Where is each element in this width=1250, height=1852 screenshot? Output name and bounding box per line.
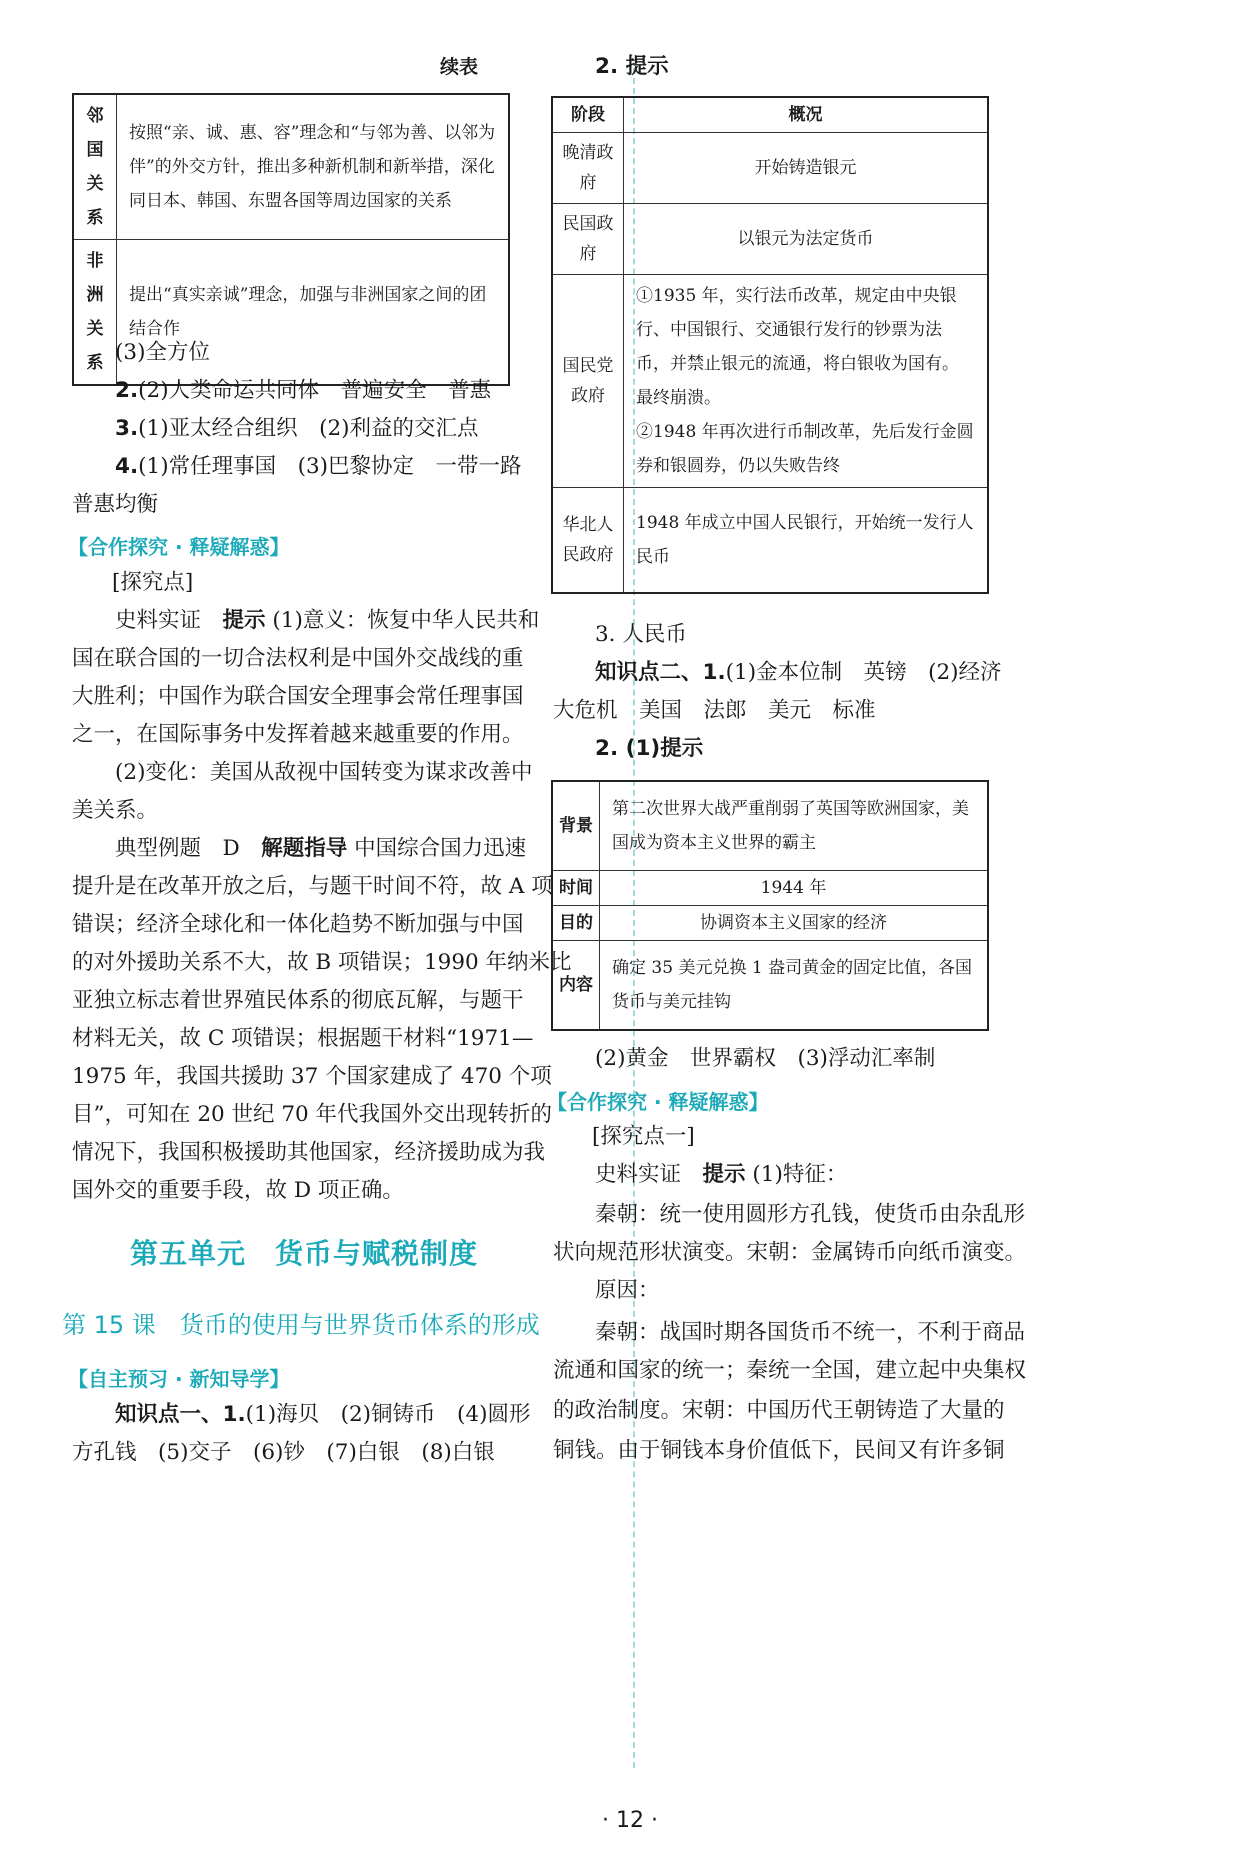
answer-line: (2)黄金 世界霸权 (3)浮动汇率制 — [595, 1046, 936, 1071]
continued-label: 续表 — [440, 56, 479, 78]
paragraph-line: 秦朝：战国时期各国货币不统一，不利于商品 — [595, 1320, 1026, 1345]
desc-line: ①1935 年，实行法币改革，规定由中央银行、中国银行、交通银行发行的钞票为法币，并禁止银元的流通，将白银收为国有。最终崩溃。 — [636, 286, 959, 408]
paragraph-line: 大胜利；中国作为联合国安全理事会常任理事国 — [72, 684, 524, 709]
paragraph-line: 知识点一、1.(1)海贝 (2)铜铸币 (4)圆形 — [115, 1402, 531, 1427]
lesson-title: 第 15 课 货币的使用与世界货币体系的形成 — [62, 1311, 540, 1339]
unit-title: 第五单元 货币与赋税制度 — [130, 1237, 479, 1270]
table-row-head: 背景 — [552, 781, 600, 871]
paragraph-line: 目”，可知在 20 世纪 70 年代我国外交出现转折的 — [72, 1102, 553, 1127]
table-cell-desc: 开始铸造银元 — [624, 133, 989, 204]
paragraph-line: 亚独立标志着世界殖民体系的彻底瓦解，与题干 — [72, 988, 524, 1013]
table-row-body: 1944 年 — [600, 871, 989, 906]
section-tag-preview: 【自主预习 · 新知导学】 — [68, 1367, 290, 1391]
table-row-head: 邻国关系 — [73, 94, 117, 240]
table-row — [552, 941, 988, 1031]
table-row-body: 第二次世界大战严重削弱了英国等欧洲国家，美国成为资本主义世界的霸主 — [600, 781, 989, 871]
desc-line: ②1948 年再次进行币制改革，先后发行金圆券和银圆券，仍以失败告终 — [636, 422, 974, 476]
currency-stage-table — [551, 96, 989, 594]
table-row-body: 按照“亲、诚、惠、容”理念和“与邻为善、以邻为伴”的外交方针，推出多种新机制和新举措，深化同日本、韩国、东盟各国等周边国家的关系 — [117, 94, 510, 240]
paragraph-line: 材料无关，故 C 项错误；根据题干材料“1971— — [72, 1026, 534, 1051]
table-cell-desc: 以银元为法定货币 — [624, 204, 989, 275]
table-header-row — [552, 97, 988, 133]
table-row — [552, 781, 988, 871]
table-row-body: 确定 35 美元兑换 1 盎司黄金的固定比值，各国货币与美元挂钩 — [600, 941, 989, 1031]
table-header-stage: 阶段 — [552, 97, 624, 133]
table-cell-stage: 晚清政府 — [552, 133, 624, 204]
paragraph-line: 典型例题 D 解题指导 中国综合国力迅速 — [115, 836, 527, 861]
answer-line: 2.(2)人类命运共同体 普遍安全 普惠 — [115, 378, 492, 403]
paragraph-line: 流通和国家的统一；秦统一全国，建立起中央集权 — [553, 1358, 1027, 1383]
table-row-head: 非洲关系 — [73, 240, 117, 386]
explore-point: [探究点] — [112, 570, 194, 595]
explore-point: [探究点一] — [592, 1124, 695, 1149]
paragraph-line: 美关系。 — [72, 798, 159, 823]
paragraph-line: 的对外援助关系不大，故 B 项错误；1990 年纳米比 — [72, 950, 572, 975]
paragraph-line: 史料实证 提示 (1)意义：恢复中华人民共和 — [115, 608, 540, 633]
table-row — [552, 204, 988, 275]
paragraph-line: 秦朝：统一使用圆形方孔钱，使货币由杂乱形 — [595, 1202, 1026, 1227]
table-header-overview: 概况 — [624, 97, 989, 133]
table-cell-desc — [624, 275, 989, 488]
table-cell-desc: 1948 年成立中国人民银行，开始统一发行人民币 — [624, 488, 989, 594]
hint-label: 2. 提示 — [595, 54, 669, 79]
table-row-head: 目的 — [552, 906, 600, 941]
paragraph-line: 之一，在国际事务中发挥着越来越重要的作用。 — [72, 722, 524, 747]
answer-line: (3)全方位 — [115, 340, 210, 365]
paragraph-line: 原因： — [595, 1278, 660, 1303]
section-tag-cooperation: 【合作探究 · 释疑解惑】 — [68, 535, 290, 559]
table-row — [552, 871, 988, 906]
table-row-body: 协调资本主义国家的经济 — [600, 906, 989, 941]
table-row — [552, 275, 988, 488]
answer-line: 大危机 美国 法郎 美元 标准 — [553, 698, 876, 723]
table-row — [552, 488, 988, 594]
paragraph-line: 方孔钱 (5)交子 (6)钞 (7)白银 (8)白银 — [72, 1440, 495, 1465]
answer-line: 3.(1)亚太经合组织 (2)利益的交汇点 — [115, 416, 479, 441]
answer-line: 知识点二、1.(1)金本位制 英镑 (2)经济 — [595, 660, 1002, 685]
paragraph-line: 提升是在改革开放之后，与题干时间不符，故 A 项 — [72, 874, 553, 899]
page-number: · 12 · — [602, 1808, 658, 1833]
table-cell-stage: 华北人民政府 — [552, 488, 624, 594]
paragraph-line: 国在联合国的一切合法权利是中国外交战线的重 — [72, 646, 524, 671]
paragraph-line: 状向规范形状演变。宋朝：金属铸币向纸币演变。 — [553, 1240, 1027, 1265]
table-row — [552, 906, 988, 941]
table-cell-stage: 民国政府 — [552, 204, 624, 275]
paragraph-line: (2)变化：美国从敌视中国转变为谋求改善中 — [115, 760, 533, 785]
paragraph-line: 铜钱。由于铜钱本身价值低下，民间又有许多铜 — [553, 1438, 1005, 1463]
table-row-body: 提出“真实亲诚”理念，加强与非洲国家之间的团结合作 — [117, 240, 510, 386]
table-row-head: 内容 — [552, 941, 600, 1031]
paragraph-line: 的政治制度。宋朝：中国历代王朝铸造了大量的 — [553, 1398, 1005, 1423]
answer-line: 2. (1)提示 — [595, 736, 704, 761]
table-row-head: 时间 — [552, 871, 600, 906]
bretton-woods-table — [551, 780, 989, 1031]
answer-line: 4.(1)常任理事国 (3)巴黎协定 一带一路 — [115, 454, 522, 479]
paragraph-line: 史料实证 提示 (1)特征： — [595, 1162, 848, 1187]
table-row — [73, 94, 509, 240]
table-cell-stage: 国民党政府 — [552, 275, 624, 488]
paragraph-line: 情况下，我国积极援助其他国家，经济援助成为我 — [72, 1140, 546, 1165]
paragraph-line: 1975 年，我国共援助 37 个国家建成了 470 个项 — [72, 1064, 552, 1089]
section-tag-cooperation: 【合作探究 · 释疑解惑】 — [547, 1090, 769, 1114]
answer-line: 3. 人民币 — [595, 622, 687, 647]
answer-line: 普惠均衡 — [72, 492, 159, 517]
table-row — [552, 133, 988, 204]
paragraph-line: 错误；经济全球化和一体化趋势不断加强与中国 — [72, 912, 524, 937]
paragraph-line: 国外交的重要手段，故 D 项正确。 — [72, 1178, 404, 1203]
